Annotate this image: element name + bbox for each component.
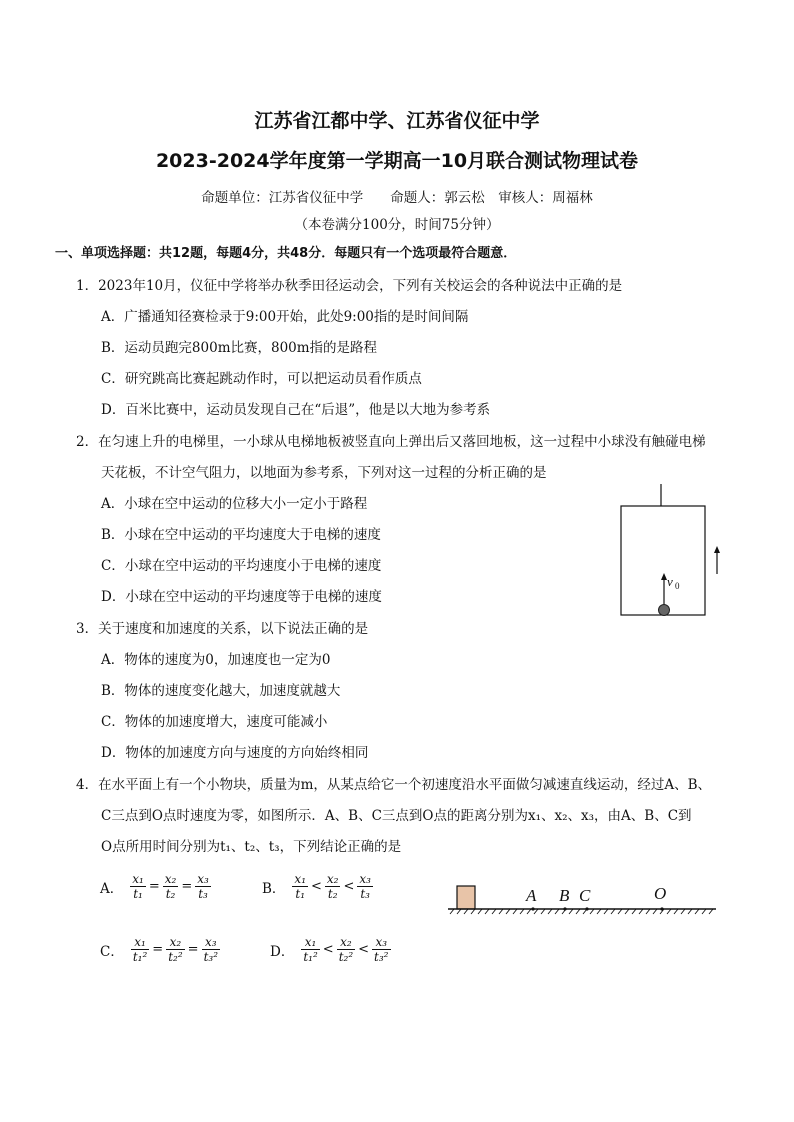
question-2-option-b: B．小球在空中运动的平均速度大于电梯的速度 [101,527,381,543]
question-4-stem-line1: 4．在水平面上有一个小物块，质量为m，从某点给它一个初速度沿水平面做匀减速直线运动，经过A、B、 [76,777,712,793]
point-o-dot [660,907,663,910]
question-2-option-a: A．小球在空中运动的位移大小一定小于路程 [101,496,368,512]
question-4-option-c: C． $\frac{\text{x₁}}{\text{t₁²}}$ = $\frac{\text{x₂}}{\text{t₂²}}$ = $\frac{\text{x₃}}{\text{t₃²}}$ [100,935,219,964]
question-3-option-a: A．物体的速度为0，加速度也一定为0 [101,652,331,668]
question-2-stem-line1: 2．在匀速上升的电梯里，一小球从电梯地板被竖直向上弹出后又落回地板，这一过程中小球没有触碰电梯 [76,434,706,450]
point-b-label: B [559,886,570,905]
elevator-figure [610,484,740,620]
question-1-option-d: D．百米比赛中，运动员发现自己在“后退”，他是以大地为参考系 [101,402,491,418]
question-1-option-b: B．运动员跑完800m比赛，800m指的是路程 [101,340,378,356]
question-4-option-a: A． $\frac{\text{x₁}}{\text{t₁}}$ = $\frac{\text{x₂}}{\text{t₂}}$ = $\frac{\text{x₃}}{\text{t₃}}$ [100,872,209,901]
exam-title-line2: 2023-2024学年度第一学期高一10月联合测试物理试卷 [155,150,639,172]
question-1-option-a: A．广播通知径赛检录于9:00开始，此处9:00指的是时间间隔 [101,309,469,325]
question-4-stem-line3: O点所用时间分别为t₁、t₂、t₃，下列结论正确的是 [101,839,402,855]
block [457,886,475,909]
question-3-option-c: C．物体的加速度增大，速度可能减小 [101,714,328,730]
elevator-motion-arrowhead [714,546,720,553]
question-2-stem-line2: 天花板，不计空气阻力，以地面为参考系，下列对这一过程的分析正确的是 [101,465,547,481]
ball-icon [659,605,670,616]
point-a-dot [531,907,534,910]
question-4-option-b: B． $\frac{\text{x₁}}{\text{t₁}}$ < $\frac{\text{x₂}}{\text{t₂}}$ < $\frac{\text{x₃}}{\text{t₃}}$ [262,872,371,901]
question-2-option-d: D．小球在空中运动的平均速度等于电梯的速度 [101,589,382,605]
velocity-label: v [667,574,673,589]
exam-author-info: 命题单位：江苏省仪征中学 命题人：郭云松 审核人：周福林 [201,190,593,206]
question-2-option-c: C．小球在空中运动的平均速度小于电梯的速度 [101,558,382,574]
question-1-stem: 1．2023年10月，仪征中学将举办秋季田径运动会，下列有关校运会的各种说法中正确的是 [76,278,623,294]
elevator-cabin [621,506,705,615]
question-3-stem: 3．关于速度和加速度的关系，以下说法正确的是 [76,621,369,637]
velocity-subscript: 0 [675,581,680,591]
exam-score-info: （本卷满分100分，时间75分钟） [294,217,500,233]
question-3-option-d: D．物体的加速度方向与速度的方向始终相同 [101,745,369,761]
exam-title-line1: 江苏省江都中学、江苏省仪征中学 [254,110,540,132]
point-o-label: O [654,884,667,903]
point-c-dot [585,907,588,910]
point-b-dot [563,907,566,910]
question-1-option-c: C．研究跳高比赛起跳动作时，可以把运动员看作质点 [101,371,422,387]
ground-hatching [450,909,713,914]
point-a-label: A [526,886,537,905]
question-4-option-d: D． $\frac{\text{x₁}}{\text{t₁²}}$ < $\frac{\text{x₂}}{\text{t₂²}}$ < $\frac{\text{x₃}}{\text{t₃²}}$ [270,935,389,964]
question-4-stem-line2: C三点到O点时速度为零，如图所示．A、B、C三点到O点的距离分别为x₁、x₂、x₃，由A、B、C到 [101,808,692,824]
point-c-label: C [579,886,591,905]
question-3-option-b: B．物体的速度变化越大，加速度就越大 [101,683,341,699]
section-heading: 一、单项选择题：共12题，每题4分，共48分．每题只有一个选项最符合题意． [55,246,517,261]
ground-figure [440,876,720,916]
